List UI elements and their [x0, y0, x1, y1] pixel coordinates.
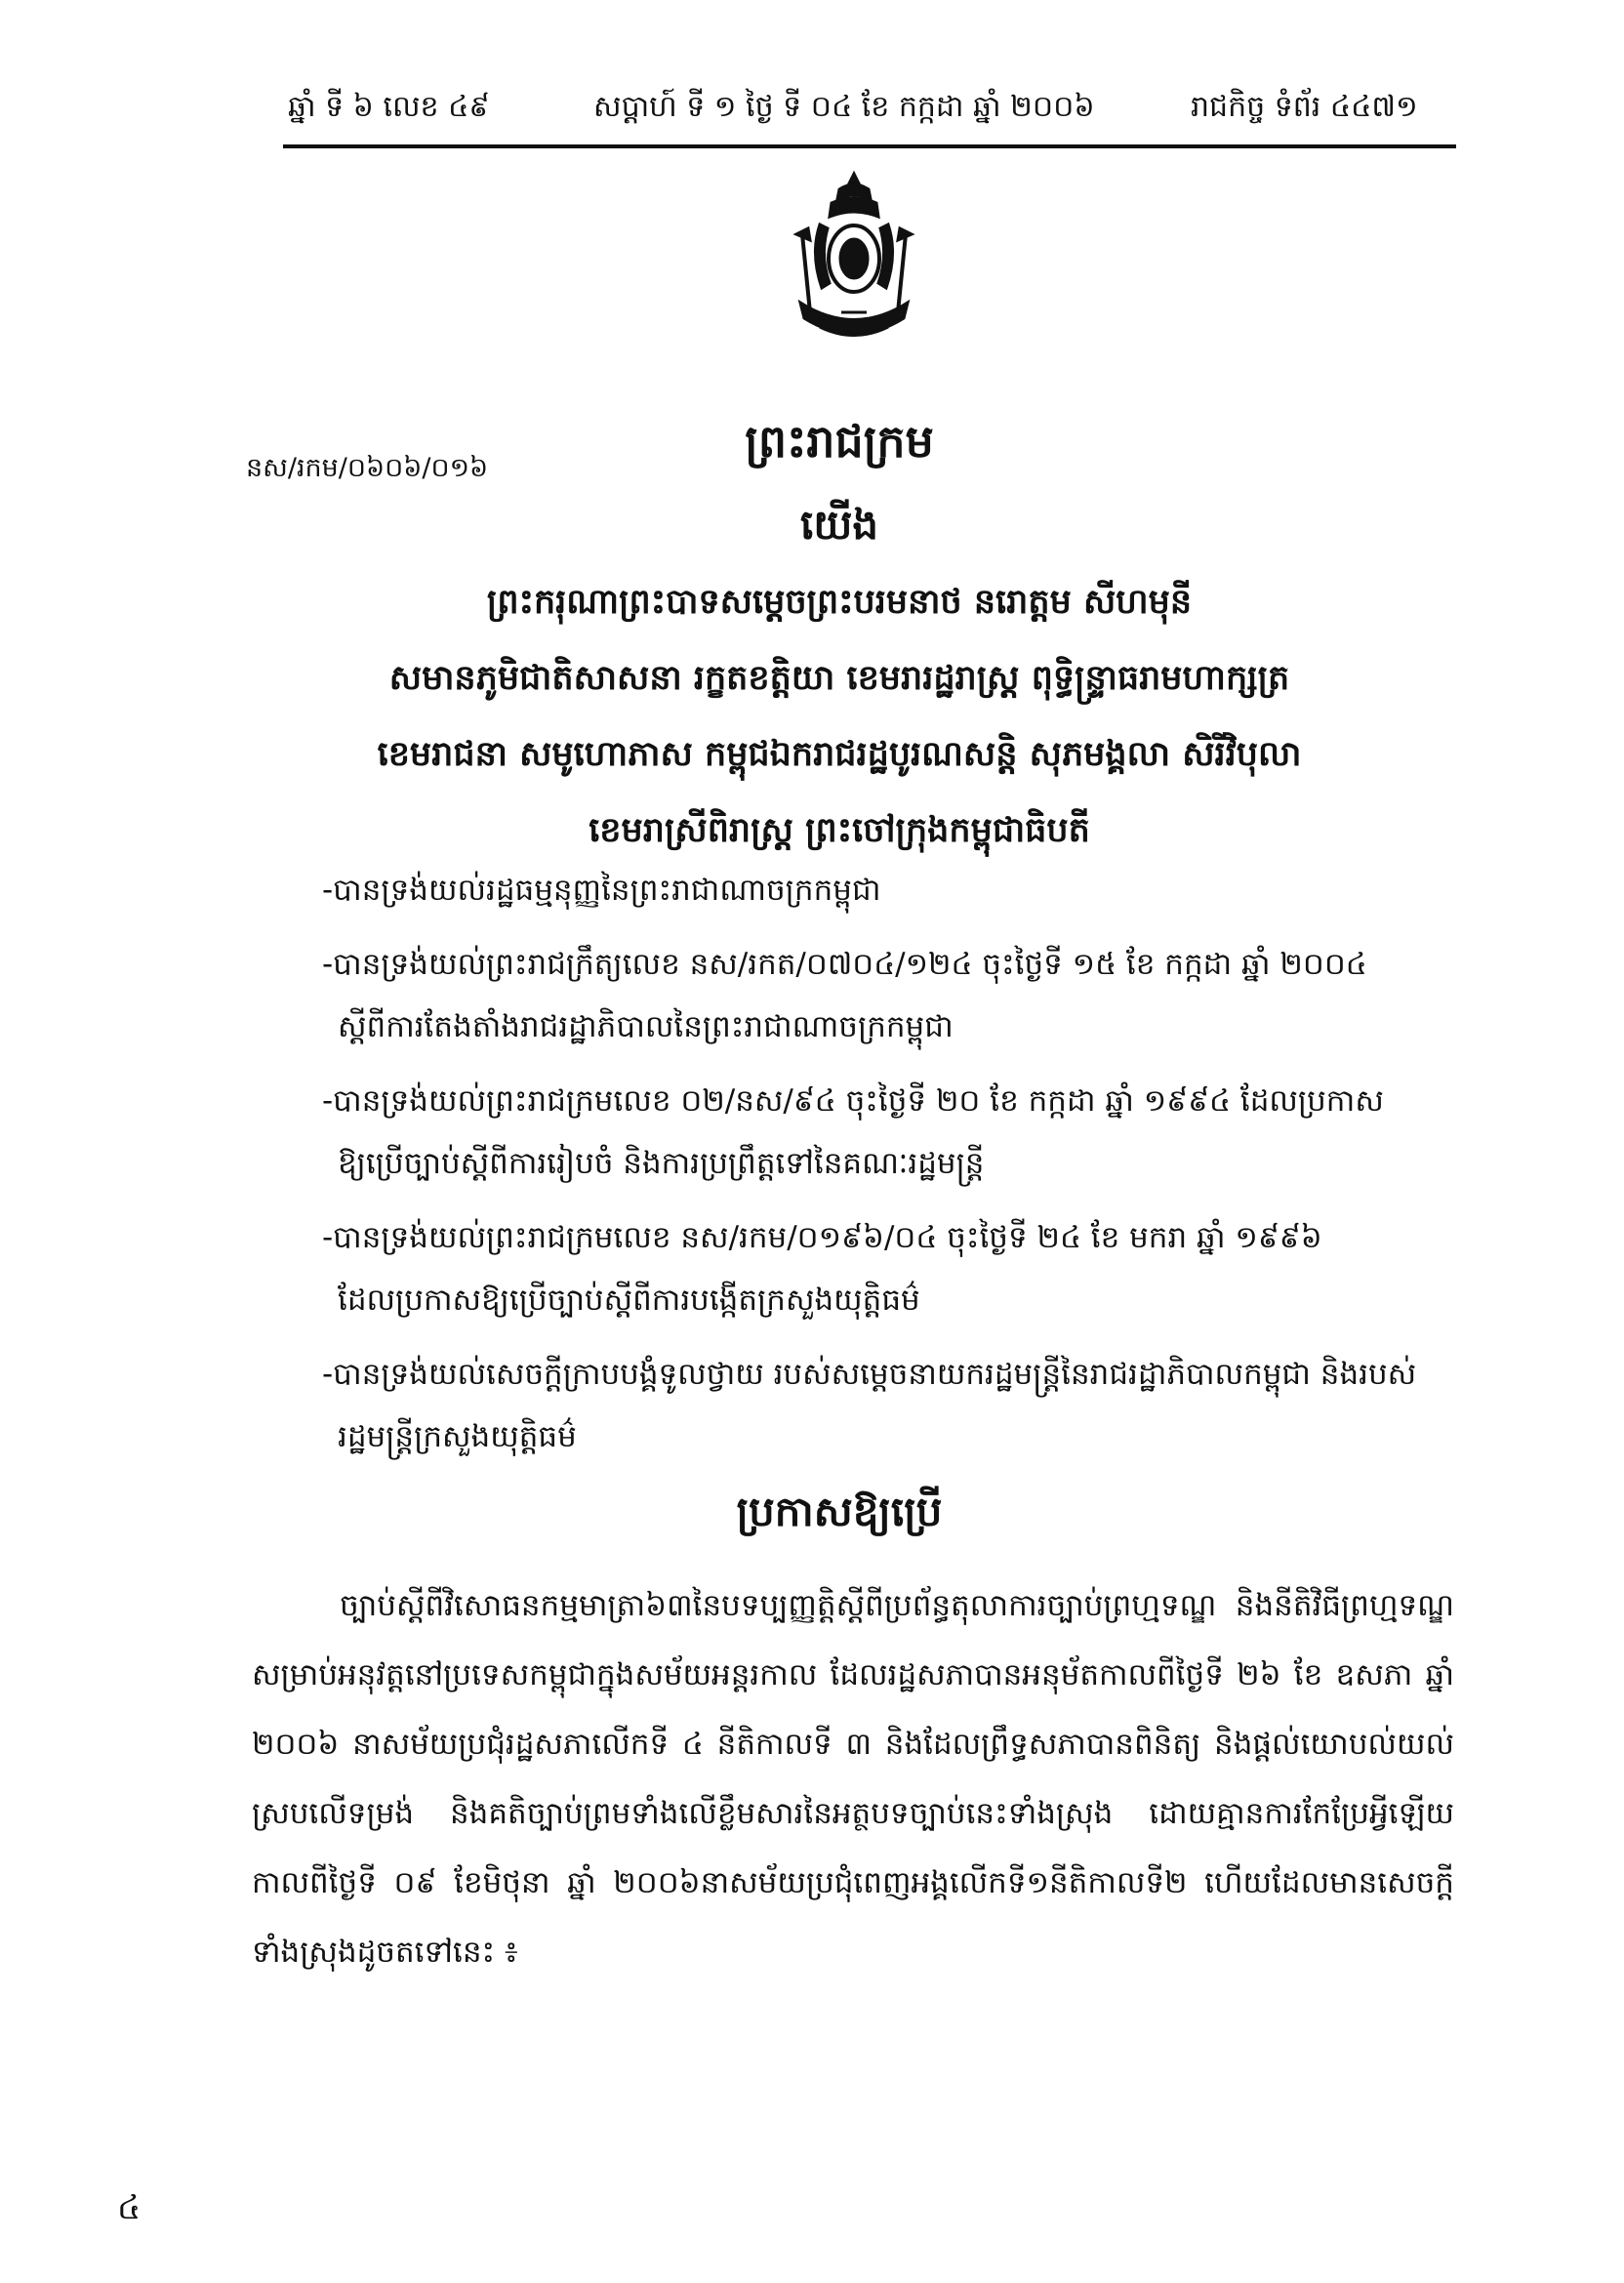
king-title-line: ខេមរាជនា សមូហោភាស កម្ពុជឯករាជរដ្ឋបូរណសន្តិ សុភមង្គលា សិរីវិបុលា [377, 735, 1302, 774]
royal-emblem-icon [781, 166, 927, 361]
king-title-line: សមានភូមិជាតិសាសនា រក្ខតខត្តិយា ខេមរារដ្ឋរាស្ត្រ ពុទ្ធិន្ទ្រាធរាមហាក្សត្រ [388, 659, 1290, 698]
recital-text: -បានទ្រង់យល់ព្រះរាជក្រមលេខ ០២/នស/៩៤ ចុះថ្ងៃទី ២០ ខែ កក្កដា ឆ្នាំ ១៩៩៤ ដែលប្រកាស [322, 1083, 1384, 1119]
gazette-page-ref: រាជកិច្ច ទំព័រ ៤៤៧១ [1191, 90, 1418, 124]
recital-item [322, 859, 1454, 921]
recital-item [322, 1206, 1454, 1331]
recital-item [322, 1070, 1454, 1195]
promulgation-heading: ប្រកាសឱ្យប្រើ [736, 1488, 943, 1535]
recital-text-continued: រដ្ឋមន្ត្រីក្រសួងយុត្តិធម៌ [338, 1419, 577, 1454]
recitals-list [322, 859, 1454, 1480]
recital-text-continued: ដែលប្រកាសឱ្យប្រើច្បាប់ស្តីពីការបង្កើតក្រសួងយុត្តិធម៌ [338, 1283, 920, 1318]
gazette-date: សប្តាហ៍ ទី ១ ថ្ងៃ ទី ០៤ ខែ កក្កដា ឆ្នាំ ២០០៦ [593, 90, 1095, 124]
header-divider [283, 144, 1456, 148]
king-title-line: ខេមរាស្រីពិរាស្ត្រ ព្រះចៅក្រុងកម្ពុជាធិបតី [589, 811, 1090, 850]
recital-text-continued: ស្តីពីការតែងតាំងរាជរដ្ឋាភិបាលនៃព្រះរាជាណាចក្រកម្ពុជា [338, 1009, 954, 1044]
decree-reference-number: នស/រកម/០៦០៦/០១៦ [246, 453, 489, 483]
recital-text: -បានទ្រង់យល់សេចក្តីក្រាបបង្គំទូលថ្វាយ របស់សម្តេចនាយករដ្ឋមន្ត្រីនៃរាជរដ្ឋាភិបាលកម្ពុជា និងរបស់ [322, 1357, 1417, 1392]
recital-text: -បានទ្រង់យល់ព្រះរាជក្រមលេខ នស/រកម/០១៩៦/០៤ ចុះថ្ងៃទី ២៤ ខែ មករា ឆ្នាំ ១៩៩៦ [322, 1220, 1322, 1255]
recital-item [322, 933, 1454, 1058]
decree-body-text: ច្បាប់ស្តីពីវិសោធនកម្មមាត្រា៦៣នៃបទប្បញ្ញត្តិស្តីពីប្រព័ន្ធតុលាការច្បាប់ព្រហ្មទណ្ឌ និងនីតិវិធីព្រហ្មទណ្ឌ សម្រាប់អនុវត្តនៅប្រទេសកម្ពុជាក្នុងសម័យអន្តរកាល ដែលរដ្ឋសភាបានអនុម័តកាលពីថ្ងៃទី ២៦ ខែ ឧសភា ឆ្នាំ ២០០៦ នាសម័យប្រជុំរដ្ឋសភាលើកទី ៤ នីតិកាលទី ៣ និងដែលព្រឹទ្ធសភាបានពិនិត្យ និងផ្តល់យោបល់យល់ស្របលើទម្រង់ និងគតិច្បាប់ព្រមទាំងលើខ្លឹមសារនៃអត្ថបទច្បាប់នេះទាំងស្រុង ដោយគ្មានការកែប្រែអ្វីឡើយ កាលពីថ្ងៃទី ០៩ ខែមិថុនា ឆ្នាំ ២០០៦នាសម័យប្រជុំពេញអង្គលើកទី១នីតិកាលទី២ ហើយដែលមានសេចក្តីទាំងស្រុងដូចតទៅនេះ ៖ [252, 1588, 1454, 1970]
recital-text: -បានទ្រង់យល់រដ្ឋធម្មនុញ្ញនៃព្រះរាជាណាចក្រកម្ពុជា [322, 873, 881, 908]
page-number: ៤ [117, 2188, 142, 2227]
gazette-issue-info: ឆ្នាំ ទី ៦ លេខ ៤៩ [288, 90, 490, 124]
recital-text: -បានទ្រង់យល់ព្រះរាជក្រឹត្យលេខ នស/រកត/០៧០៤/១២៤ ចុះថ្ងៃទី ១៥ ខែ កក្កដា ឆ្នាំ ២០០៤ [322, 947, 1367, 982]
decree-title: ព្រះរាជក្រម [745, 415, 934, 468]
king-title-line: ព្រះករុណាព្រះបាទសម្តេចព្រះបរមនាថ នរោត្តម សីហមុនី [486, 583, 1193, 622]
decree-body-paragraph [252, 1571, 1454, 1987]
recital-item [322, 1343, 1454, 1468]
decree-we: យើង [800, 501, 878, 549]
recital-text-continued: ឱ្យប្រើច្បាប់ស្តីពីការរៀបចំ និងការប្រព្រឹត្តទៅនៃគណៈរដ្ឋមន្ត្រី [338, 1146, 985, 1181]
